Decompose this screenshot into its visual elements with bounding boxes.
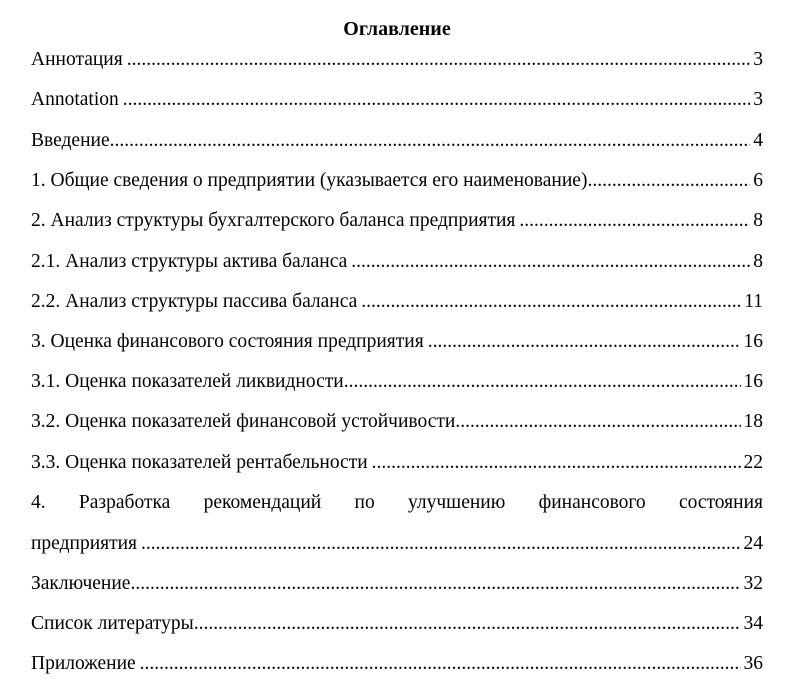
toc-leader-dots — [194, 610, 741, 638]
toc-leader-dots — [130, 570, 740, 598]
toc-leader-dots — [123, 86, 751, 114]
toc-leader-dots — [127, 46, 751, 74]
toc-entry-section-1[interactable] — [31, 167, 763, 195]
toc-entry-page: 3 — [753, 89, 763, 110]
toc-entry-references[interactable] — [31, 610, 763, 638]
toc-entry-section-3-3[interactable] — [31, 449, 763, 477]
toc-entry-page: 8 — [753, 251, 763, 272]
toc-entry-page: 8 — [753, 210, 763, 231]
toc-entry-section-3-1[interactable] — [31, 368, 763, 396]
toc-entry-introduction[interactable] — [31, 127, 763, 155]
toc-entry-label: Приложение — [31, 653, 136, 674]
toc-leader-dots — [587, 167, 750, 195]
toc-title: Оглавление — [343, 18, 451, 40]
toc-entry-page: 24 — [743, 533, 763, 554]
toc-entry-page: 18 — [743, 411, 763, 432]
toc-entry-label: 3.1. Оценка показателей ликвидности — [31, 371, 344, 392]
toc-entry-page: 32 — [743, 573, 763, 594]
toc-entry-appendix[interactable] — [31, 650, 763, 678]
toc-entry-label: 2.1. Анализ структуры актива баланса — [31, 251, 348, 272]
toc-entry-page: 22 — [743, 452, 763, 473]
toc-leader-dots — [110, 127, 751, 155]
toc-entry-label: 3.2. Оценка показателей финансовой устойчивости — [31, 411, 456, 432]
toc-entry-label: 1. Общие сведения о предприятии (указывается его наименование) — [31, 170, 588, 191]
toc-entry-page: 6 — [753, 170, 763, 191]
toc-leader-dots — [141, 530, 740, 558]
toc-leader-dots — [372, 449, 741, 477]
toc-entry-page: 4 — [753, 130, 763, 151]
toc-entry-section-4[interactable] — [31, 530, 763, 558]
toc-entry-section-2-2[interactable] — [31, 288, 763, 316]
toc-entry-label: 2.2. Анализ структуры пассива баланса — [31, 291, 358, 312]
toc-entry-label: предприятия — [31, 533, 138, 554]
toc-entry-page: 34 — [743, 613, 763, 634]
toc-entry-label: 3. Оценка финансового состояния предприятия — [31, 331, 424, 352]
toc-entry-label: Аннотация — [31, 49, 123, 70]
toc-leader-dots — [344, 368, 741, 396]
toc-entry-label: Введение — [31, 130, 110, 151]
toc-entry-label: Заключение — [31, 573, 131, 594]
toc-entry-page: 16 — [743, 331, 763, 352]
toc-leader-dots — [428, 328, 741, 356]
toc-entry-annotation-en[interactable] — [31, 86, 763, 114]
toc-entry-page: 36 — [743, 653, 763, 674]
toc-entry-section-3-2[interactable] — [31, 408, 763, 436]
toc-entry-label: Annotation — [31, 89, 119, 110]
toc-entry-label: Список литературы — [31, 613, 194, 634]
toc-entry-section-4-line1[interactable]: 4. Разработка рекомендаций по улучшению финансового состояния — [31, 492, 763, 513]
toc-leader-dots — [351, 248, 750, 276]
toc-entry-page: 16 — [743, 371, 763, 392]
toc-entry-section-2-1[interactable] — [31, 248, 763, 276]
toc-leader-dots — [519, 207, 750, 235]
toc-entry-label: 2. Анализ структуры бухгалтерского баланса предприятия — [31, 210, 516, 231]
toc-leader-dots — [140, 650, 741, 678]
toc-entry-section-2[interactable] — [31, 207, 763, 235]
toc-entry-annotation-ru[interactable] — [31, 46, 763, 74]
toc-entry-conclusion[interactable] — [31, 570, 763, 598]
toc-entry-section-3[interactable] — [31, 328, 763, 356]
toc-leader-dots — [361, 288, 741, 316]
toc-entry-page: 11 — [744, 291, 763, 312]
toc-entry-label: 3.3. Оценка показателей рентабельности — [31, 452, 368, 473]
toc-entry-page: 3 — [753, 49, 763, 70]
toc-leader-dots — [455, 408, 740, 436]
